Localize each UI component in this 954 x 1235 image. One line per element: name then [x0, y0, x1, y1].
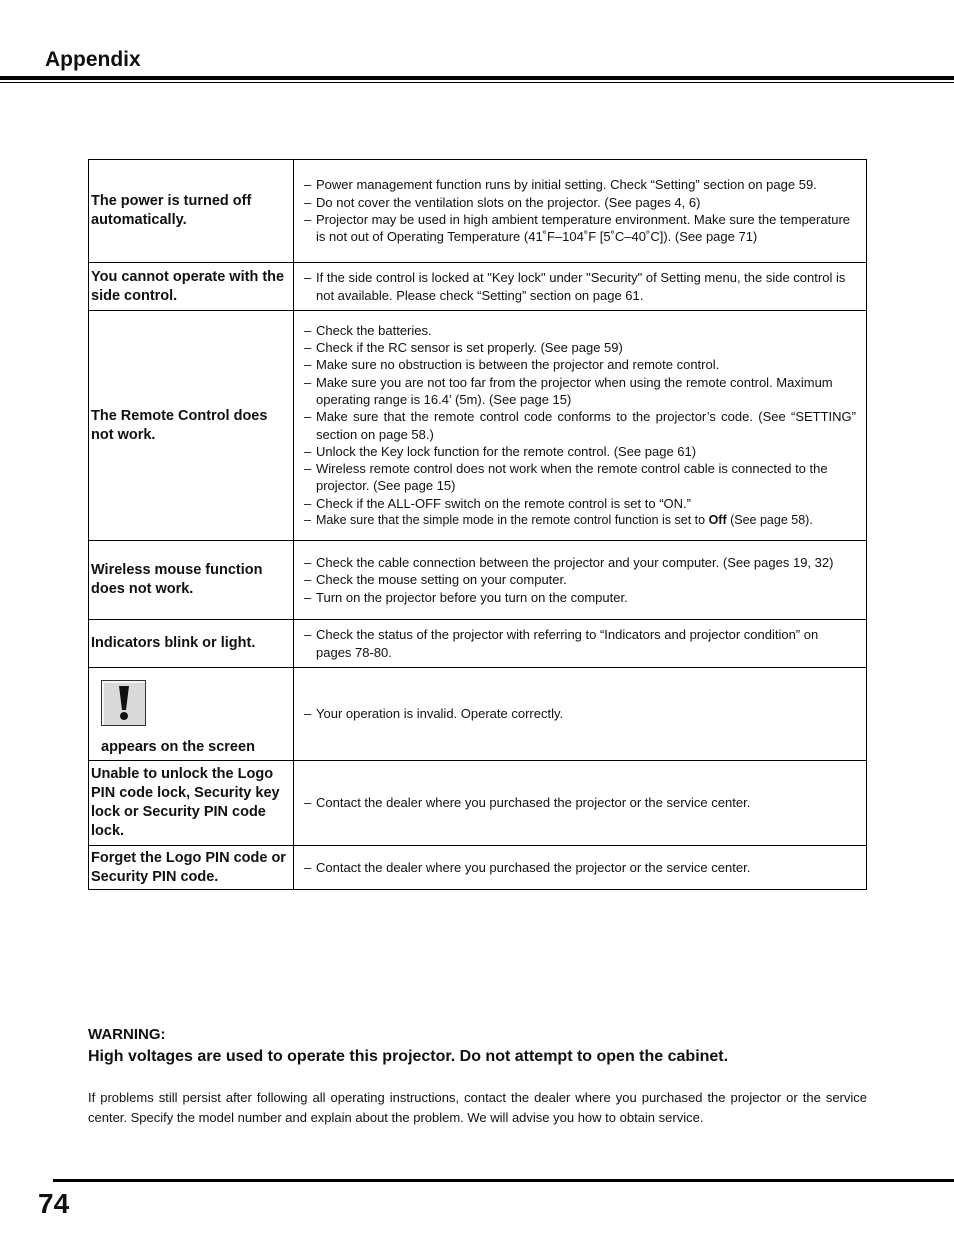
remedy-cell [294, 160, 867, 263]
warning-text: High voltages are used to operate this projector. Do not attempt to open the cabinet. [88, 1048, 729, 1065]
remedy-item: – Check the mouse setting on your computer. [304, 572, 567, 588]
remedy-item: – Make sure that the simple mode in the remote control function is set to Off (See page 58). [304, 512, 856, 529]
remedy-item: – Check the cable connection between the projector and your computer. (See pages 19, 32) [304, 555, 834, 571]
closing-paragraph: If problems still persist after following all operating instructions, contact the dealer where you purchased the projector or the service center. Specify the model number and explain about the problem. We will advise you how to obtain service. [88, 1090, 867, 1125]
dash: – [304, 589, 312, 605]
table-row [89, 846, 867, 890]
icon-caption: appears on the screen [101, 739, 255, 755]
remedy-item: – Your operation is invalid. Operate correctly. [304, 706, 564, 722]
remedy-cell [294, 620, 867, 668]
header-rule-thin [0, 82, 954, 83]
remedy-item: – Make sure that the remote control code conforms to the projector’s code. (See “SETTING” section on page 58.) [304, 409, 856, 442]
header-rule [0, 76, 954, 80]
remedy-cell [294, 668, 867, 761]
remedy-item: – Unlock the Key lock function for the remote control. (See page 61) [304, 443, 697, 459]
remedy-cell [294, 311, 867, 541]
dash: – [304, 512, 311, 527]
problem-cell [89, 668, 294, 761]
remedy-item: – Check the status of the projector with referring to “Indicators and projector condition” on pages 78-80. [304, 627, 819, 660]
dash: – [304, 795, 312, 811]
dash: – [304, 340, 312, 356]
dash: – [304, 627, 312, 643]
remedy-item: – Projector may be used in high ambient temperature environment. Make sure the temperature is not out of Operating Temperature (41˚F–104˚F [5˚C–40˚C]). (See page 71) [304, 212, 850, 245]
warning-heading: WARNING: [88, 1026, 166, 1043]
problem-cell: The Remote Control does not work. [89, 311, 294, 541]
problem-cell: Indicators blink or light. [89, 620, 294, 668]
table-row [89, 668, 867, 761]
remedy-cell [294, 541, 867, 620]
dash: – [304, 270, 312, 286]
remedy-cell [294, 263, 867, 311]
troubleshooting-table [88, 159, 867, 890]
exclamation-icon [101, 680, 146, 726]
remedy-item: – Wireless remote control does not work when the remote control cable is connected to the projector. (See page 15) [304, 461, 828, 494]
dash: – [304, 177, 312, 193]
problem-cell: Forget the Logo PIN code or Security PIN code. [89, 846, 294, 890]
remedy-item: – Make sure no obstruction is between the projector and remote control. [304, 357, 720, 373]
table-row [89, 541, 867, 620]
remedy-item: – Contact the dealer where you purchased the projector or the service center. [304, 795, 751, 811]
remedy-item: – Do not cover the ventilation slots on the projector. (See pages 4, 6) [304, 194, 701, 210]
remedy-cell [294, 846, 867, 890]
dash: – [304, 859, 312, 875]
remedy-item: – Check if the RC sensor is set properly. (See page 59) [304, 340, 623, 356]
dash: – [304, 443, 312, 459]
table-row [89, 620, 867, 668]
table-row [89, 311, 867, 541]
table-row [89, 263, 867, 311]
section-title: Appendix [45, 48, 141, 71]
dash: – [304, 212, 312, 227]
dash: – [304, 357, 312, 373]
dash: – [304, 194, 312, 210]
remedy-item: – Check the batteries. [304, 322, 432, 338]
problem-cell: Wireless mouse function does not work. [89, 541, 294, 620]
dash: – [304, 706, 312, 722]
problem-cell: The power is turned off automatically. [89, 160, 294, 263]
problem-cell: Unable to unlock the Logo PIN code lock, Security key lock or Security PIN code lock. [89, 761, 294, 846]
footer-rule [53, 1179, 954, 1182]
remedy-item: – Contact the dealer where you purchased the projector or the service center. [304, 859, 751, 875]
dash: – [304, 322, 312, 338]
problem-cell: You cannot operate with the side control. [89, 263, 294, 311]
page-number: 74 [38, 1188, 70, 1219]
dash: – [304, 409, 312, 425]
table-row [89, 160, 867, 263]
dash: – [304, 572, 312, 588]
dash: – [304, 461, 312, 477]
bold-value: Off [708, 512, 727, 527]
dash: – [304, 495, 312, 511]
dash: – [304, 374, 312, 390]
dash: – [304, 555, 312, 571]
remedy-item: – Check if the ALL-OFF switch on the remote control is set to “ON.” [304, 495, 691, 511]
remedy-item: – If the side control is locked at "Key lock" under "Security" of Setting menu, the side control is not available. Please check “Setting” section on page 61. [304, 270, 846, 303]
remedy-item: – Make sure you are not too far from the projector when using the remote control. Maximum operating range is 16.4’ (5m). (See page 15) [304, 374, 833, 407]
remedy-cell [294, 761, 867, 846]
remedy-item: – Turn on the projector before you turn on the computer. [304, 589, 628, 605]
table-row [89, 761, 867, 846]
remedy-item: – Power management function runs by initial setting. Check “Setting” section on page 59. [304, 177, 817, 193]
